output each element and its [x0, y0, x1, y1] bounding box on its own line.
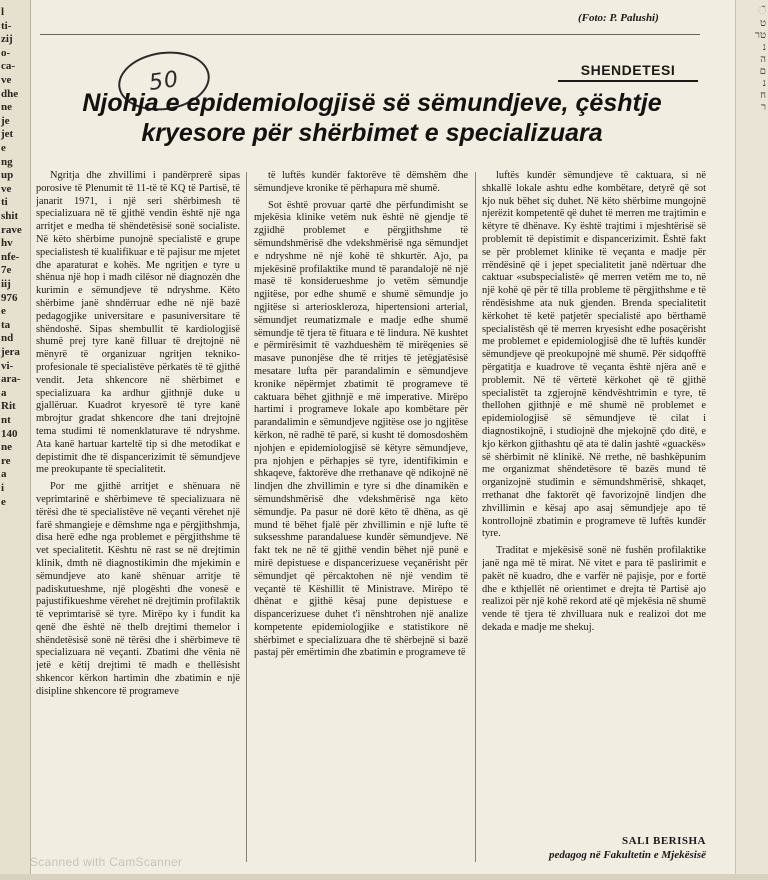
author-name: SALI BERISHA [622, 835, 706, 847]
margin-fragment-left: e [1, 142, 6, 154]
article-column-1 [36, 170, 240, 870]
margin-fragment-left: a [1, 386, 7, 399]
margin-fragment-right: ר [761, 102, 766, 113]
margin-fragment-right: ט [759, 18, 766, 29]
photo-credit: (Foto: P. Palushi) [578, 12, 659, 24]
margin-fragment-left: l [1, 6, 5, 18]
column-divider [246, 172, 247, 862]
margin-fragment-left: ca- [1, 60, 16, 73]
margin-fragment-left: dhe [1, 87, 19, 100]
column-1-paragraph: Ngritja dhe zhvillimi i pandërprerë sipas porosive të Plenumit të 11-të të KQ të Partisë, të janarit 1971, i një seri shërbimesh të specializuara në të gjithë vendin është një nga arritjet e medha të shëndetësisë sonë socialiste. Në këto shërbime punojnë specialistë e grupe specialistesh të kualifikuar e të pajisur me mjetet dhe aparaturat e kohës. Me ngritjen e tyre u shënua një hop i madh cilësor në diagnozën dhe kurimin e sëmundjeve të ndryshme. Këto shërbime janë shndërruar edhe në një bazë pedagogjike universitare e pasuniversitare të shëndoshë. Sipas shembullit të kardiologjisë shumë prej tyre kanë filluar të drejtojnë në mënyrë të organizuar ngritjen tekniko-profesionale të specialistëve përkatës të të gjithë vendit. Jeta shkencore në shërbimet e specializuara ka ardhur gjithnjë duke u gjallëruar. Kuadrot kryesorë të tyre kanë mbrojtur gradat shkencore dhe tani drejtojnë tema studimi të nomenklaturave të ndryshme. Ata kanë hartuar karteltë tip si dhe metodikat e depistimit dhe të dispancerizimit të sëmundjeve me preokupante të specialitetit. [36, 170, 240, 476]
margin-fragment-left: o- [1, 46, 11, 59]
column-3-paragraph: luftës kundër sëmundjeve të caktuara, si në shkallë lokale ashtu edhe kombëtare, detyrë që sot kjo nuk bëhet siç duhet. Në këto shërbime mungojnë njerëzit kompetentë që duhet të merren me trajtimin e këtyre të dhënave. Ky është trajtimi i mjeshtërisë së problemit të depistimit e dispancerizimit. Është fakt se për problemet klinike të veçanta e madje për rrëndësinë që i jepet specialitetit janë ndërtuar dhe caktuar «subspecialistë» që merren vetëm me to, në një kohë që për të tilla probleme të përgjithshme e të rëndësishme ata nuk gjenden. Brenda specialitetit kërkohet të ketë patjetër specialistë apo bërthamë specialistësh që të merren kryesisht edhe posaçërisht me problemet e epidemiologjisë dhe të luftës kundër sëmundjeve që preokupojnë më shumë. Për sidqofftë përgatitja e kuadrove të veçanta është njëra anë e problemit. Në të vërtetë kërkohet që të gjithë specialistët ta zgjerojnë këndvështrimin e tyre, të thellohen gjithnjë e më shumë në problemet e epidemiologjisë së sëmundjeve të cilat i diagnostikojnë, i studiojnë dhe mjekojnë çdo ditë, e kjo kërkon gjithashtu që ata të dalin jashtë «guackës» së shërbimit në klinikë. Në rrethe, në bashkëpunim me organizmat shëndetësore të bazës mund të organizojnë studimin e sëmundshmërisë, shkaqet, rrethanat dhe faktorët që favorizojnë lindjen dhe zhvillimin e kësaj apo asaj sëmundjeje apo të kontrollojnë zbatimin e programeve të luftës kundër tyre. [482, 170, 706, 540]
adjacent-column-fragment-right [735, 0, 768, 880]
top-divider [40, 34, 700, 35]
column-2-paragraph: të luftës kundër faktorëve të dëmshëm dhe sëmundjeve kronike të përhapura më shumë. [254, 170, 468, 194]
margin-fragment-right: ח [760, 90, 766, 101]
margin-fragment-left: ne [1, 101, 12, 114]
margin-fragment-left: Rit [1, 400, 16, 413]
scanner-watermark: Scanned with CamScanner [30, 855, 183, 869]
column-divider [475, 172, 476, 862]
margin-fragment-right: ଁ [758, 6, 766, 17]
margin-fragment-left: re [1, 454, 11, 467]
adjacent-column-fragment-left [0, 0, 31, 880]
margin-fragment-right: ה [760, 54, 766, 65]
headline-line-1: Njohja e epidemiologjisë së sëmundjeve, çështje [82, 89, 662, 117]
margin-fragment-left: ve [1, 74, 12, 86]
margin-fragment-left: rave [1, 223, 22, 236]
margin-fragment-left: 976 [1, 291, 18, 304]
article-signature [482, 834, 706, 862]
column-3-paragraph: Traditat e mjekësisë sonë në fushën profilaktike janë nga më të mirat. Në vitet e para të paslirimit e pakët në kuadro, dhe e varfër në pajisje, por e fortë dhe e kthjellët në orientimet e drejta të Partisë ajo realizoi për një kohë rekord atë që mjekësia në shumë vende të tjera të zhvilluara nuk e realizoi dot me dekada e madje me shekuj. [482, 545, 706, 633]
margin-fragment-left: ta [1, 318, 11, 331]
article-headline [42, 88, 702, 148]
margin-fragment-left: ne [1, 441, 12, 454]
margin-fragment-left: jera [1, 346, 20, 358]
margin-fragment-right: טר [755, 30, 766, 41]
page-bottom-edge [0, 874, 768, 880]
section-label: SHENDETESI [558, 62, 698, 82]
margin-fragment-right: ם [759, 66, 766, 77]
margin-fragment-left: nt [1, 414, 11, 426]
column-1-paragraph: Por me gjithë arritjet e shënuara në veprimtarinë e shërbimeve të specializuara në tërësi dhe të specialistëve në veçanti vërehet një farë shmangieje e dëmshme nga e përgjithshmja, disa herë edhe nga problemet e përgjithshme të vet specialitetit. Kështu në rast se në drejtimin klinik, dmth në diagnostikimin dhe mjekimin e sëmundjeve ato kanë shënuar arritje të padiskutueshme, një plogështi dhe vonesë e pajustifikueshme vërehet në drejtimin profilaktik të veprimtarisë së tyre. Mirëpo ky i fundit ka qenë dhe është në thelb drejtimi themelor i shëndetësisë sonë në tërësi dhe i shërbimeve të specializuara në veçanti. Zbatimi dhe vënia në jetë e këtij drejtimi të madh e thellësisht shkencor kërkon hartimin dhe zbatimin e një disipline shkencore të programeve [36, 481, 240, 697]
margin-fragment-left: iij [1, 278, 11, 290]
headline-line-2: kryesore për shërbimet e specializuara [141, 119, 603, 147]
margin-fragment-left: up [1, 169, 14, 182]
margin-fragment-right: נ [762, 42, 766, 53]
margin-fragment-left: hv [1, 237, 13, 250]
margin-fragment-left: 140 [1, 427, 18, 440]
article-column-2 [254, 170, 468, 872]
margin-fragment-left: ara- [1, 373, 21, 386]
margin-fragment-left: 7e [1, 264, 12, 277]
margin-fragment-left: je [1, 114, 10, 127]
margin-fragment-left: nd [1, 332, 14, 345]
margin-fragment-left: ti [1, 196, 8, 209]
margin-fragment-left: i [1, 482, 5, 494]
article-column-3 [482, 170, 706, 790]
column-2-paragraph: Sot është provuar qartë dhe përfundimisht se mjekësia klinike vetëm nuk është në gjendje të zgjidhë problemet e përgjithshme të sëmundshmërisë dhe vdekshmërisë nga sëmundjet e ndryshme në një kohë të shkurtër. Ajo, pa mjekësinë profilaktike mund të parandalojë në një masë të konsiderueshme jo vetëm sëmundje ngjitëse, por edhe shumë e shumë sëmundje jo ngjitëse si arterioskleroza, hipertensioni arterial, sëmundjet reumatizmale e madje edhe shumë sëmundje të tjera të fituara e të lindura. Në kushtet e përmirësimit të vazhdueshëm të mirëqenies së masave punonjëse dhe të rritjes të jetëgjatësisë mesatare lufta për parandalimin e sëmundjeve kronike nëpërmjet zbatimit të programeve të caktuara bëhet gjithnjë e më imperative. Mirëpo hartimi i programeve lokale apo kombëtare për parandalimin e sëmundjeve ngjitëse ose jo ngjitëse kërkon, në radhë të parë, si kusht të domosdoshëm njohjen e epidemiologjisë së këtyre sëmundjeve, pra njohjen e përhapjes së tyre, identifikimin e shkaqeve, faktorëve dhe rrethanave që ndikojnë në lindjen dhe zhvillimin e tyre si dhe dinamikën e sëmundshmërisë dhe vdekshmërisë nga këto sëmundje. Pa pasur në dorë këto të dhëna, as që mund të bëhet fjalë për zhvillimin e një lufte të suksesshme parandaluese kundër sëmundjeve. Në fakt tek ne në të gjithë vendin bëhet një punë e mirë depistuese e dispancerizuese veçanërisht për sëmundjet që përcaktohen në një vendim të veçantë të Këshillit të Ministrave. Mirëpo të dhënat e gjithë kësaj pune depistuese e dispancerizuese duhet t'i nënshtrohen një analize kompetente epidemiologjike e statistikore në shërbimet e specializuara dhe të shërbejnë si bazë pastaj për emërtimin dhe zbatimin e programeve të [254, 199, 468, 659]
margin-fragment-left: a [1, 468, 7, 481]
author-role: pedagog në Fakultetin e Mjekësisë [548, 849, 706, 861]
margin-fragment-left: e [1, 495, 6, 508]
handwritten-number-text: 50 [147, 66, 181, 96]
margin-fragment-left: jet [1, 128, 14, 141]
margin-fragment-left: ve [1, 182, 12, 195]
margin-fragment-right: נ [762, 78, 766, 89]
margin-fragment-left: nfe- [1, 250, 20, 263]
margin-fragment-left: vi- [1, 359, 14, 372]
margin-fragment-left: ti- [1, 19, 12, 32]
margin-fragment-left: zij [1, 33, 13, 46]
margin-fragment-left: shit [1, 210, 19, 222]
margin-fragment-left: e [1, 305, 6, 318]
margin-fragment-left: ng [1, 155, 13, 168]
